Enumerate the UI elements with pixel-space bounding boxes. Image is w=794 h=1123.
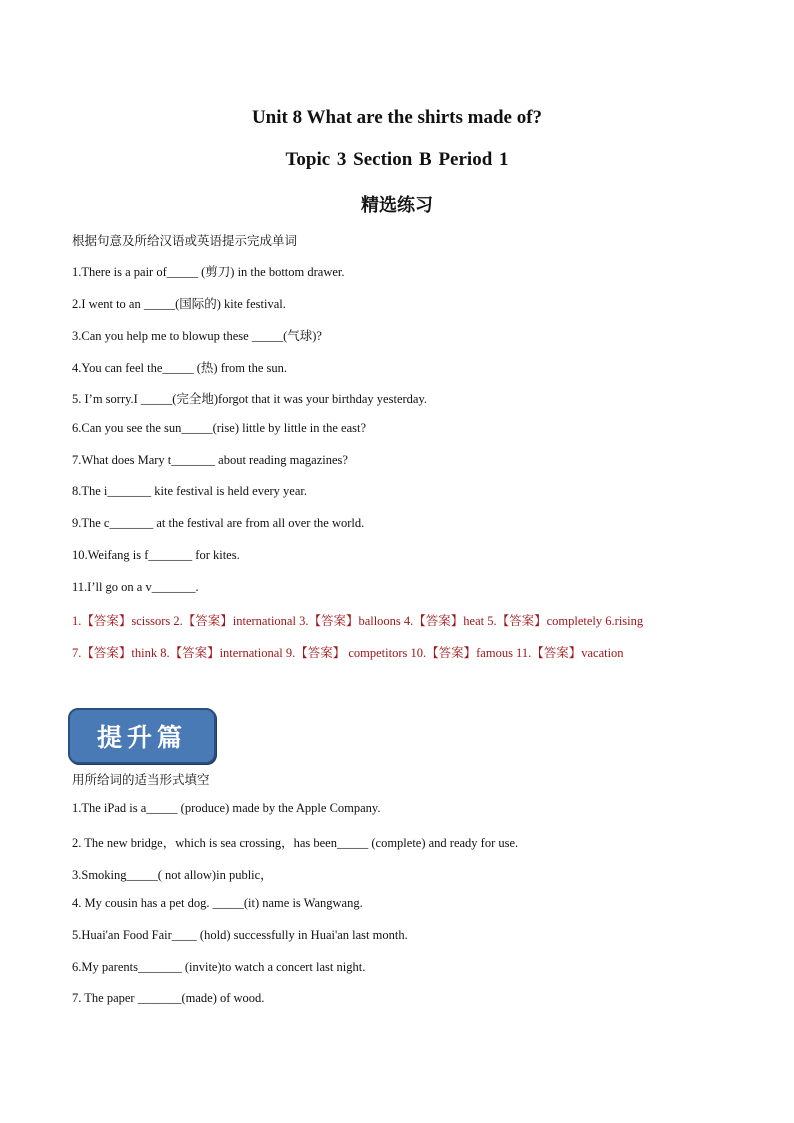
answer-key-line: 1.【答案】scissors 2.【答案】international 3.【答案】balloons 4.【答案】heat 5.【答案】completely 6.rising <box>72 614 644 628</box>
exercise-item: 4. My cousin has a pet dog. _____(it) name is Wangwang. <box>72 896 363 910</box>
answer-key-line: 7.【答案】think 8.【答案】international 9.【答案】 competitors 10.【答案】famous 11.【答案】vacation <box>72 646 624 660</box>
unit-title: Unit 8 What are the shirts made of? <box>251 107 543 128</box>
exercise-item: 7. The paper _______(made) of wood. <box>72 991 265 1005</box>
exercise-item: 7.What does Mary t_______ about reading magazines? <box>72 453 348 467</box>
exercise-item: 6.Can you see the sun_____(rise) little by little in the east? <box>72 421 367 435</box>
exercise-item: 3.Smoking_____( not allow)in public， <box>72 868 273 882</box>
exercise-item: 3.Can you help me to blowup these _____(气球)? <box>72 329 322 343</box>
exercise-item: 6.My parents_______ (invite)to watch a concert last night. <box>72 960 366 974</box>
practice-heading: 精选练习 <box>361 195 433 216</box>
exercise-item: 8.The i_______ kite festival is held every year. <box>72 484 308 498</box>
section1-instruction: 根据句意及所给汉语或英语提示完成单词 <box>72 233 298 248</box>
exercise-item: 9.The c_______ at the festival are from all over the world. <box>72 516 365 530</box>
exercise-item: 5.Huai'an Food Fair____ (hold) successfully in Huai'an last month. <box>72 928 408 942</box>
exercise-item: 11.I’ll go on a v_______. <box>72 580 199 594</box>
topic-title: Topic 3 Section B Period 1 <box>285 149 509 170</box>
exercise-item: 2.I went to an _____(国际的) kite festival. <box>72 297 286 311</box>
badge-label: 提升篇 <box>96 723 187 752</box>
exercise-item: 4.You can feel the_____ (热) from the sun. <box>72 361 288 375</box>
exercise-item: 10.Weifang is f_______ for kites. <box>72 548 240 562</box>
exercise-item: 1.The iPad is a_____ (produce) made by the Apple Company. <box>72 801 381 815</box>
advanced-section-badge <box>68 708 216 764</box>
exercise-item: 1.There is a pair of_____ (剪刀) in the bottom drawer. <box>72 265 345 279</box>
section2-instruction: 用所给词的适当形式填空 <box>72 772 210 787</box>
exercise-item: 5. I’m sorry.I _____(完全地)forgot that it was your birthday yesterday. <box>72 392 428 406</box>
exercise-item: 2. The new bridge，which is sea crossing，has been_____ (complete) and ready for use. <box>72 836 519 850</box>
